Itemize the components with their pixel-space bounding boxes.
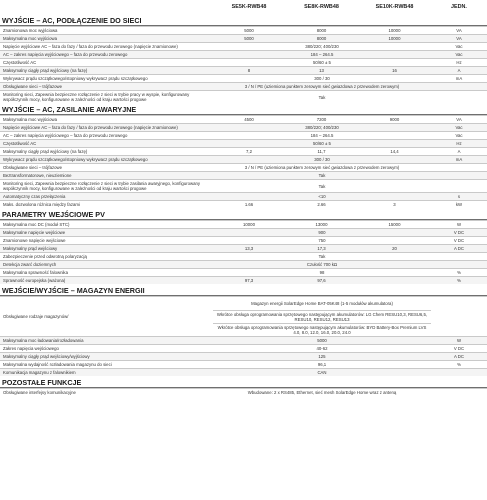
table-row — [0, 155, 487, 163]
row-value: 11,7 — [317, 149, 326, 154]
row-value-line: Wkrótce obsługa oprogramowania sprzętowego następującym akumulatorów: LG Chem RESU10,3, RESU6,5, RESU10, RESU12, RESU13 — [213, 310, 431, 323]
row-value-span: 125 — [318, 354, 326, 359]
table-row — [0, 26, 487, 34]
row-label: Obsługiwane rodzaje magazynów/ — [3, 314, 69, 319]
row-label: Częstotliwość AC — [3, 60, 37, 65]
row-label: Obsługiwane interfejsy komunikacyjne — [3, 390, 76, 395]
table-row — [0, 58, 487, 66]
row-label: Monitoring sieci, Zapewnia bezpieczne rozłączenie z sieci w trybie zasilania awaryjnego, konfigurowany współczynnik mocy, konfigurowane w zależności od kraju wartości progowe — [3, 181, 201, 191]
row-value-span: 98 — [319, 270, 325, 275]
row-value-span: 184 – 264.5 — [310, 133, 334, 138]
section-title: PARAMETRY WEJŚCIOWE PV — [0, 208, 487, 220]
row-label: Maksymalne napięcie wejściowe — [3, 230, 66, 235]
row-label: Maksymalna moc wyjściowa — [3, 117, 57, 122]
row-unit: Vac — [455, 125, 463, 130]
row-value-span: 750 — [318, 238, 326, 243]
row-label: Maksymalna sprawność falownika — [3, 270, 68, 275]
row-value-span: 380/220; 400/230 — [305, 44, 339, 49]
row-unit: VA — [456, 28, 462, 33]
row-value: 1.66 — [244, 202, 254, 207]
row-value: 8000 — [316, 36, 327, 41]
table-row — [0, 228, 487, 236]
row-unit: % — [457, 270, 461, 275]
row-label: Detekcja zwarć doziemnych — [3, 262, 57, 267]
row-value-line: Wkrótce obsługa oprogramowania sprzętowego następującym akumulatorów: BYD Battery-Box Premium LVS 4.0, 8.0, 12.0, 16.0, 20.0, 24.0 — [213, 323, 431, 336]
row-unit — [431, 91, 487, 103]
row-unit: Hz — [456, 141, 462, 146]
row-value-span: 50/60 ± 5 — [313, 141, 331, 146]
table-row — [0, 90, 487, 103]
row-value: 97,6 — [317, 278, 326, 283]
row-unit: mA — [455, 76, 463, 81]
table-row — [0, 268, 487, 276]
row-label: AC – zakres napięcia wyjściowego – faza do przewodu zerowego — [3, 133, 128, 138]
table-row — [0, 131, 487, 139]
row-label: Obsługiwane sieci – trójfazowe — [3, 84, 62, 89]
table-row — [0, 200, 487, 208]
row-unit: A — [457, 149, 461, 154]
row-value-span: Tak — [318, 94, 326, 100]
row-value: 8 — [247, 68, 251, 73]
table-row — [0, 368, 487, 376]
table-row — [0, 163, 487, 171]
row-label: Znamionowe napięcie wejściowe — [3, 238, 66, 243]
row-label: Komunikacja magazynu z falownikiem — [3, 370, 76, 375]
row-value: 7200 — [316, 117, 327, 122]
row-value-multiline — [213, 297, 431, 336]
table-row — [0, 82, 487, 90]
row-value: 4500 — [244, 117, 254, 122]
row-unit: V DC — [453, 230, 465, 235]
table-row — [0, 360, 487, 368]
row-unit: Vac — [455, 52, 463, 57]
table-row — [0, 276, 487, 284]
model-se5k-header: SE5K-RWB48 — [231, 4, 267, 10]
row-unit — [431, 297, 487, 336]
row-unit: VA — [456, 36, 462, 41]
row-label: Zabezpieczenie przed odwrotną polaryzacją — [3, 254, 87, 259]
row-value-span: Czułość 700 kΩ — [306, 262, 338, 267]
row-label: Napięcie wyjściowe AC – faza do fazy / faza do przewodu zerowego (napięcie znamionowe) — [3, 44, 178, 49]
row-value: 13,3 — [244, 246, 254, 251]
row-unit: kW — [455, 202, 463, 207]
row-value: 5000 — [244, 28, 254, 33]
row-label: Maksymalny ciągły prąd wyjściowy (na fazę) — [3, 149, 88, 154]
table-header — [0, 0, 487, 14]
row-value: 97,3 — [244, 278, 254, 283]
row-value: 17,3 — [317, 246, 326, 251]
row-value-span: Tak — [318, 183, 326, 189]
table-row — [0, 50, 487, 58]
row-label: Maksymalny prąd wejściowy — [3, 246, 58, 251]
table-row — [0, 344, 487, 352]
row-label: Maksymalny ciągły prąd wejściowy/wyjściowy — [3, 354, 90, 359]
row-unit — [431, 164, 487, 171]
row-value: 10000 — [388, 28, 401, 33]
row-label: Wykrywacz prądu szczątkowego/stopniowy wykrywacz prądu szczątkowego — [3, 76, 148, 81]
row-unit — [431, 369, 487, 376]
sections-container — [0, 14, 487, 396]
row-unit: W — [456, 222, 462, 227]
row-value-span: 5000 — [317, 338, 327, 343]
table-row — [0, 179, 487, 192]
row-unit: Vac — [455, 133, 463, 138]
table-row — [0, 220, 487, 228]
row-label: Maksymalna moc DC (moduł STC) — [3, 222, 70, 227]
row-value: 10000 — [388, 36, 401, 41]
table-row — [0, 171, 487, 179]
row-unit — [431, 253, 487, 260]
table-row — [0, 252, 487, 260]
row-label: Sprawność europejska (ważona) — [3, 278, 66, 283]
row-value-span: 900 — [318, 230, 326, 235]
table-row — [0, 123, 487, 131]
row-value: 16 — [392, 68, 397, 73]
row-value-span: 40-62 — [316, 346, 328, 351]
table-row — [0, 66, 487, 74]
row-value: 15000 — [388, 222, 401, 227]
row-label: Maks. dozwolona różnica między fazami — [3, 202, 80, 207]
row-unit: % — [457, 278, 461, 283]
row-label: Beztransformatorowe, nieuziemione — [3, 173, 72, 178]
model-se10k-header: SE10K-RWB48 — [375, 4, 414, 10]
row-unit: A DC — [453, 354, 465, 359]
row-value — [358, 277, 431, 284]
table-row — [0, 115, 487, 123]
row-unit: A — [457, 68, 461, 73]
row-unit — [431, 172, 487, 179]
row-value: 20 — [392, 246, 397, 251]
table-row — [0, 236, 487, 244]
table-row — [0, 147, 487, 155]
row-value: 2.66 — [317, 202, 326, 207]
row-value: 5000 — [244, 36, 254, 41]
row-value-span: 300 / 30 — [314, 157, 330, 162]
row-unit — [431, 180, 487, 192]
row-value: 10000 — [243, 222, 255, 227]
row-label: Automatyczny czas przełączenia — [3, 194, 66, 199]
row-value-span: CAN — [317, 370, 327, 375]
section-title: POZOSTAŁE FUNKCJE — [0, 376, 487, 388]
row-unit — [431, 261, 487, 268]
row-unit: V DC — [453, 346, 465, 351]
row-value: 13000 — [315, 222, 328, 227]
row-label: Maksymalna wydajność rozładowania magazynu do sieci — [3, 362, 112, 367]
row-unit: Hz — [456, 60, 462, 65]
row-value-span: 3 / N / PE (uziemiona punktem zerowym sieć gwiazdowa z przewodem zerowym) — [244, 165, 400, 170]
row-value: 7,2 — [246, 149, 252, 154]
row-value-span: Wbudowane: 2 x RS485, Ethernet, sieć mesh SolarEdge Home wraz z anteną — [247, 390, 397, 395]
unit-header: JEDN. — [451, 4, 467, 10]
row-value-span: 3 / N / PE (uziemiona punktem zerowym sieć gwiazdowa z przewodem zerowym) — [244, 84, 400, 89]
row-label: Zakres napięcia wejściowego — [3, 346, 59, 351]
row-value: 8000 — [316, 28, 327, 33]
row-value-span: 184 – 264.5 — [310, 52, 334, 57]
model-se8k-header: SE8K-RWB48 — [304, 4, 339, 10]
row-label: Maksymalny ciągły prąd wyjściowy (na fazę) — [3, 68, 88, 73]
row-unit: s — [457, 194, 461, 199]
row-value: 9000 — [389, 117, 400, 122]
row-value: 13 — [319, 68, 324, 73]
row-label: Obsługiwane sieci – trójfazowe — [3, 165, 62, 170]
section-title: WEJŚCIE/WYJŚCIE – MAGAZYN ENERGII — [0, 284, 487, 296]
table-row — [0, 74, 487, 82]
section-title: WYJŚCIE – AC, PODŁĄCZENIE DO SIECI — [0, 14, 487, 26]
row-value-span: Tak — [318, 173, 326, 178]
table-row — [0, 352, 487, 360]
row-value: 3 — [393, 202, 396, 207]
row-value-span: Tak — [318, 254, 326, 259]
row-label: Znamionowa moc wyjściowa — [3, 28, 58, 33]
row-label: Częstotliwość AC — [3, 141, 37, 146]
row-unit: % — [457, 362, 461, 367]
row-label: AC – zakres napięcia wyjściowego – faza do przewodu zerowego — [3, 52, 128, 57]
row-value-span: 50/60 ± 5 — [313, 60, 331, 65]
table-row — [0, 244, 487, 252]
row-unit: Vac — [455, 44, 463, 49]
row-label: Napięcie wyjściowe AC – faza do fazy / faza do przewodu zerowego (napięcie znamionowe) — [3, 125, 178, 130]
row-value-line: Magazyn energii SolarEdge Home BAT-05K48 (1-5 modułów akumulatora) — [251, 301, 393, 306]
table-row — [0, 296, 487, 336]
row-label: Wykrywacz prądu szczątkowego/stopniowy wykrywacz prądu szczątkowego — [3, 157, 148, 162]
table-row — [0, 34, 487, 42]
row-unit — [431, 83, 487, 90]
row-label: Maksymalna moc wyjściowa — [3, 36, 57, 41]
row-unit — [431, 389, 487, 396]
table-row — [0, 139, 487, 147]
table-row — [0, 260, 487, 268]
row-value-span: 380/220; 400/230 — [305, 125, 339, 130]
table-row — [0, 336, 487, 344]
row-value-span: <10 — [318, 194, 326, 199]
row-unit: W — [456, 338, 462, 343]
row-unit: VA — [456, 117, 462, 122]
section-title: WYJŚCIE – AC, ZASILANIE AWARYJNE — [0, 103, 487, 115]
row-unit: V DC — [453, 238, 465, 243]
row-value: 14,4 — [390, 149, 399, 154]
table-row — [0, 192, 487, 200]
table-row — [0, 388, 487, 396]
row-label: Monitoring sieci, Zapewnia bezpieczne rozłączenie z sieci w trybie pracy w wyspie, konfigurowany współczynnik mocy, konfigurowane w zależności od kraju wartości progowe — [3, 92, 190, 102]
row-value-span: 96,1 — [317, 362, 327, 367]
row-unit: mA — [455, 157, 463, 162]
row-label: Maksymalna moc ładowania/rozładowania — [3, 338, 84, 343]
table-row — [0, 42, 487, 50]
row-value-span: 300 / 30 — [314, 76, 330, 81]
row-unit: A DC — [453, 246, 465, 251]
